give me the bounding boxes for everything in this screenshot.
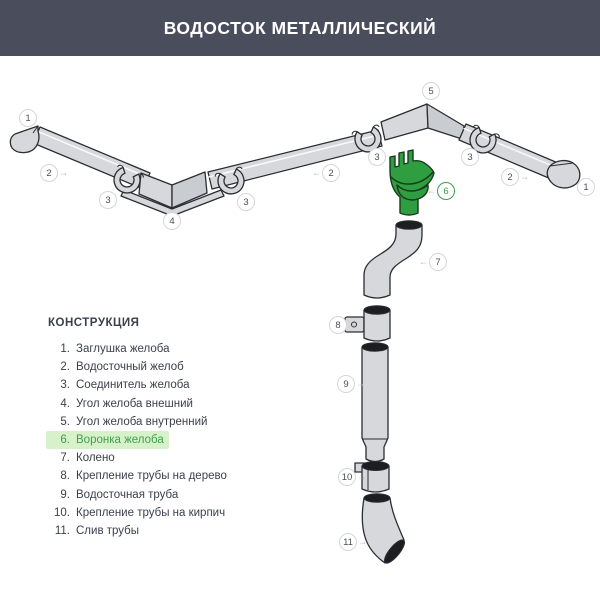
callout-6: 6 ←: [437, 182, 455, 200]
callout-9: 9 →: [337, 375, 355, 393]
legend-item-label: Водосточный желоб: [76, 361, 184, 374]
legend-item-number: 10.: [54, 506, 70, 519]
legend-item-number: 5.: [60, 415, 70, 428]
callout-arrow-icon: ←: [419, 256, 428, 267]
legend-list: [46, 340, 232, 540]
legend-item-11: [46, 522, 144, 540]
callout-3: 3: [461, 148, 479, 166]
callout-2: 2 ←: [322, 164, 340, 182]
legend-item-number: 7.: [60, 452, 70, 465]
callout-2: 2 →: [40, 164, 58, 182]
callout-10: 10 →: [338, 468, 356, 486]
callout-arrow-icon: →: [357, 471, 366, 482]
callout-1: 1: [19, 109, 37, 127]
legend-item-label: Заглушка желоба: [76, 343, 170, 356]
legend-item-label: Колено: [76, 452, 115, 465]
legend-item-4: [46, 395, 198, 413]
legend-item-number: 1.: [60, 343, 70, 356]
callout-8: 8 →: [329, 316, 347, 334]
legend-item-label: Крепление трубы на дерево: [76, 470, 227, 483]
legend-item-label: Соединитель желоба: [76, 379, 190, 392]
legend-item-number: 3.: [60, 379, 70, 392]
legend-item-label: Крепление трубы на кирпич: [76, 506, 226, 519]
legend-item-8: [46, 467, 232, 485]
legend-item-7: [46, 449, 120, 467]
legend-item-1: [46, 340, 175, 358]
legend-item-label: Угол желоба внешний: [76, 397, 193, 410]
callout-2: 2 →: [501, 168, 519, 186]
callout-arrow-icon: →: [520, 171, 529, 182]
callout-4: 4: [163, 212, 181, 230]
legend-item-number: 9.: [60, 488, 70, 501]
callout-3: 3: [368, 148, 386, 166]
callout-5: 5: [422, 82, 440, 100]
pipe-main: [362, 343, 388, 462]
callout-3: 3: [237, 193, 255, 211]
legend-item-number: 2.: [60, 361, 70, 374]
legend-item-6: [46, 431, 169, 449]
callout-11: 11 →: [339, 533, 357, 551]
callout-arrow-icon: →: [356, 378, 365, 389]
legend-item-label: Водосточная труба: [76, 488, 179, 501]
legend-item-number: 6.: [60, 434, 70, 447]
legend-item-10: [46, 504, 230, 522]
callout-arrow-icon: ←: [427, 185, 436, 196]
callout-arrow-icon: →: [348, 319, 357, 330]
legend-item-label: Угол желоба внутренний: [76, 415, 208, 428]
legend-item-label: Воронка желоба: [76, 434, 164, 447]
callout-1: 1: [577, 178, 595, 196]
legend-item-number: 4.: [60, 397, 70, 410]
legend-item-number: 8.: [60, 470, 70, 483]
callout-arrow-icon: →: [358, 536, 367, 547]
callout-3: 3: [99, 191, 117, 209]
callout-arrow-icon: →: [59, 167, 68, 178]
legend-item-9: [46, 486, 183, 504]
gutter-inner-corner: [381, 104, 464, 140]
callout-arrow-icon: ←: [312, 167, 321, 178]
legend: [46, 317, 232, 540]
gutter-end-cap-left: [10, 126, 39, 153]
legend-item-label: Слив трубы: [76, 524, 140, 537]
legend-item-number: 11.: [54, 524, 70, 537]
page-title: ВОДОСТОК МЕТАЛЛИЧЕСКИЙ: [0, 0, 600, 56]
legend-item-3: [46, 376, 194, 394]
gutter-funnel: [390, 150, 434, 215]
legend-title: КОНСТРУКЦИЯ: [48, 317, 140, 329]
pipe-outlet: [362, 494, 407, 566]
pipe-elbow-top: [364, 221, 422, 298]
callout-7: 7 ←: [429, 253, 447, 271]
legend-item-2: [46, 358, 189, 376]
legend-item-5: [46, 413, 212, 431]
gutter-end-cap-right: [547, 161, 580, 188]
